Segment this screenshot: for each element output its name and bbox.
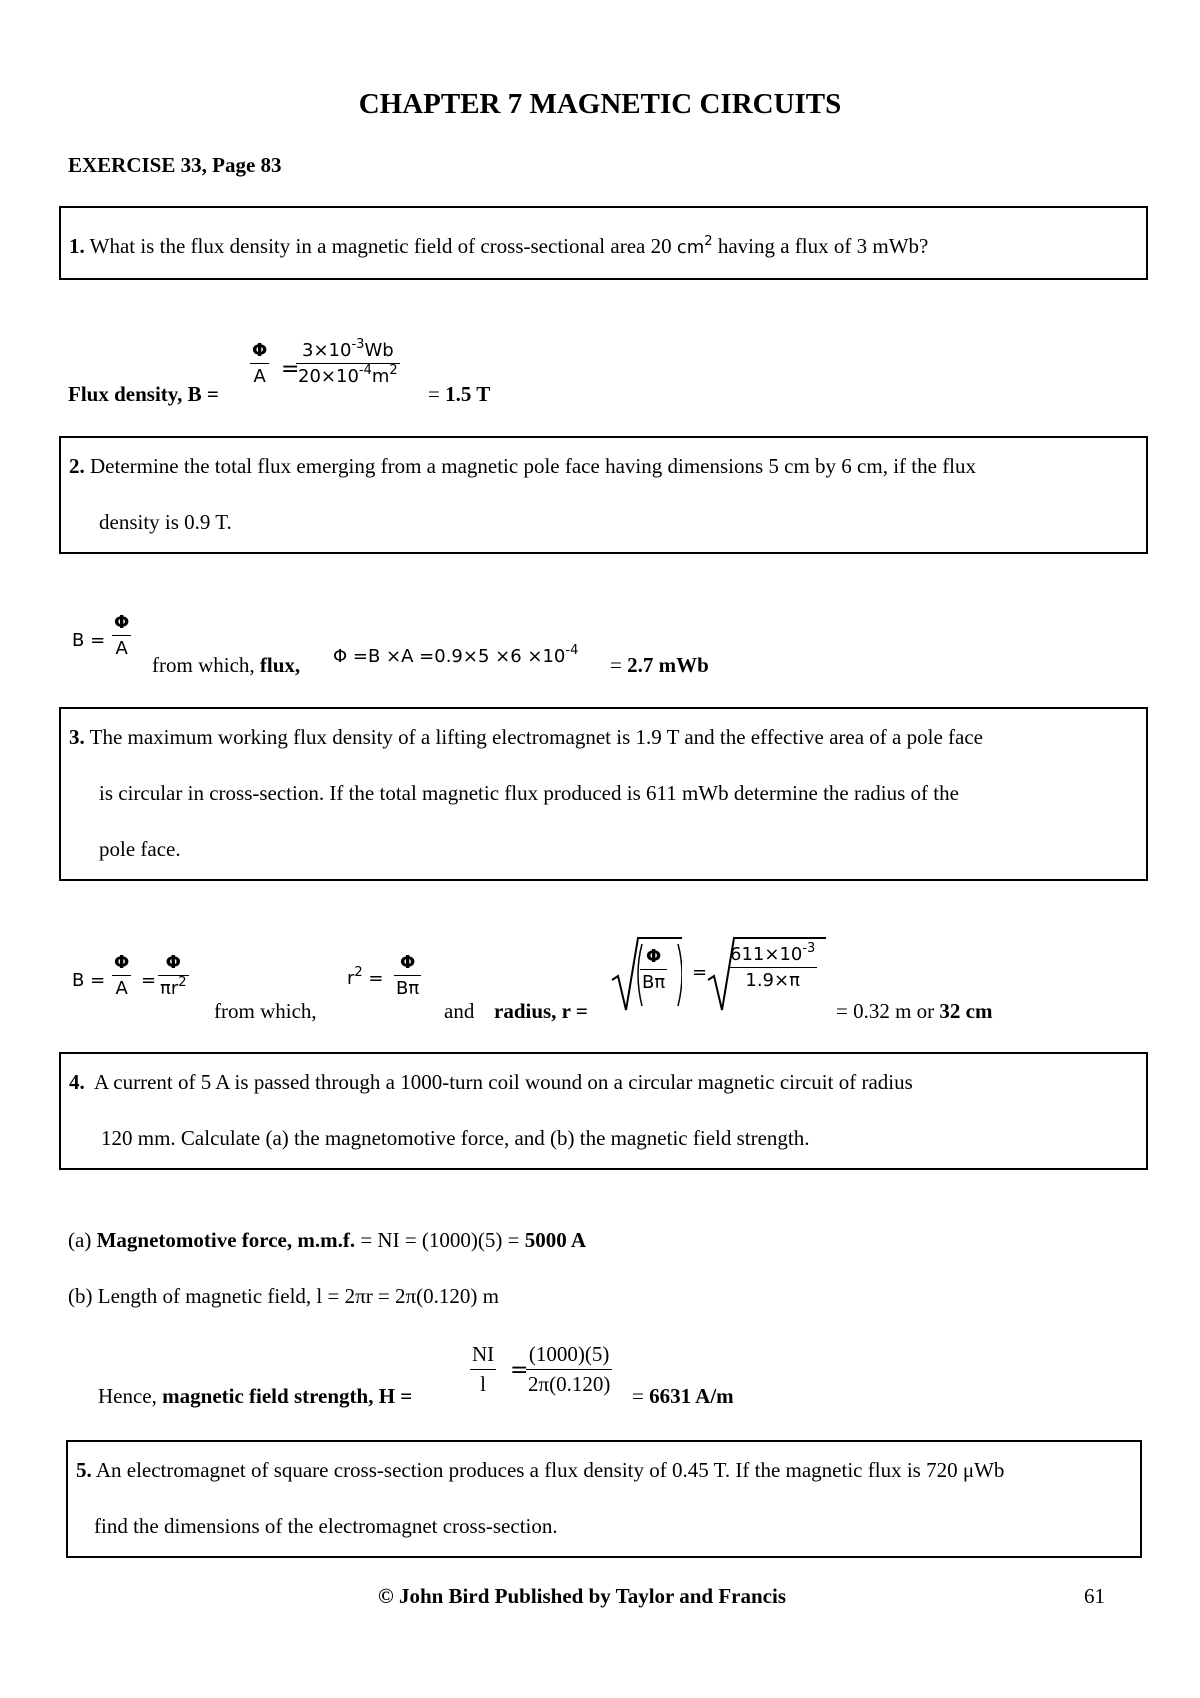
question-box-5: 5. An electromagnet of square cross-section produces a flux density of 0.45 T. If the magnetic flux is 720 μWb find the dimensions of the electromagnet cross-section. [66,1440,1142,1558]
phi-over-pi-r-squared: $\frac{\Phi}{\pi r^2}$ [160,952,187,999]
question-box-4: 4. A current of 5 A is passed through a 1000-turn coil wound on a circular magnetic circuit of radius 120 mm. Calculate (a) the magnetomotive force, and (b) the magnetic field strength. [59,1052,1148,1170]
exercise-heading: EXERCISE 33, Page 83 [68,153,282,177]
answer-1: 1.5 T [445,382,491,406]
question-1-text: 1. What is the flux density in a magnetic field of cross-sectional area 20 $cm^2$ having a flux of 3 mWb? [69,234,929,258]
copyright-footer: © John Bird Published by Taylor and Francis [378,1584,787,1608]
ni-over-l-fraction: $\frac{NI}{l}$ [472,1342,495,1396]
field-strength-fraction: $\frac{(1000)(5)}{2\pi(0.120)}$ [528,1342,611,1396]
question-box-2: 2. Determine the total flux emerging from a magnetic pole face having dimensions 5 cm by 6 cm, if the flux density is 0.9 T. [59,436,1148,554]
phi-over-a-fraction: $\frac{\Phi}{A}$ [114,952,130,999]
flux-expression: $\Phi =B \times A =0.9\times 5 \times 6 \times 10^{-4}$ [333,643,579,667]
flux-density-label: Flux density, B = [68,382,219,406]
answer-4b: 6631 A/m [649,1384,734,1408]
question-number: 3. [69,725,85,749]
phi-over-b-pi-sqrt: $\frac{\Phi}{B\pi}$ [642,946,666,993]
answer-2: 2.7 mWb [627,653,709,677]
phi-over-a-fraction: $\frac{\Phi}{A}$ [114,612,130,659]
page-number: 61 [1084,1584,1105,1608]
phi-over-b-pi: $\frac{\Phi}{B\pi}$ [396,952,420,999]
question-box-1 [59,206,1148,280]
question-number: 2. [69,454,85,478]
answer-3: 32 cm [939,999,993,1023]
question-number: 1. [69,234,85,258]
radius-value-fraction: $\frac{611\times 10^{-3}}{1.9\times\pi}$ [730,941,816,991]
flux-density-value-fraction: $\frac{3\times 10^{-3}Wb}{20\times 10^{-4}m^2}$ [298,337,398,387]
question-number: 4. [69,1070,85,1094]
answer-4a: 5000 A [524,1228,587,1252]
question-number: 5. [76,1458,92,1482]
question-box-3: 3. The maximum working flux density of a lifting electromagnet is 1.9 T and the effective area of a pole face is circular in cross-section. If the total magnetic flux produced is 611 mWb determine the radius of the pole face. [59,707,1148,881]
page-title: CHAPTER 7 MAGNETIC CIRCUITS [358,88,842,120]
phi-over-a-fraction: $\frac{\Phi}{A}$ [252,340,268,387]
